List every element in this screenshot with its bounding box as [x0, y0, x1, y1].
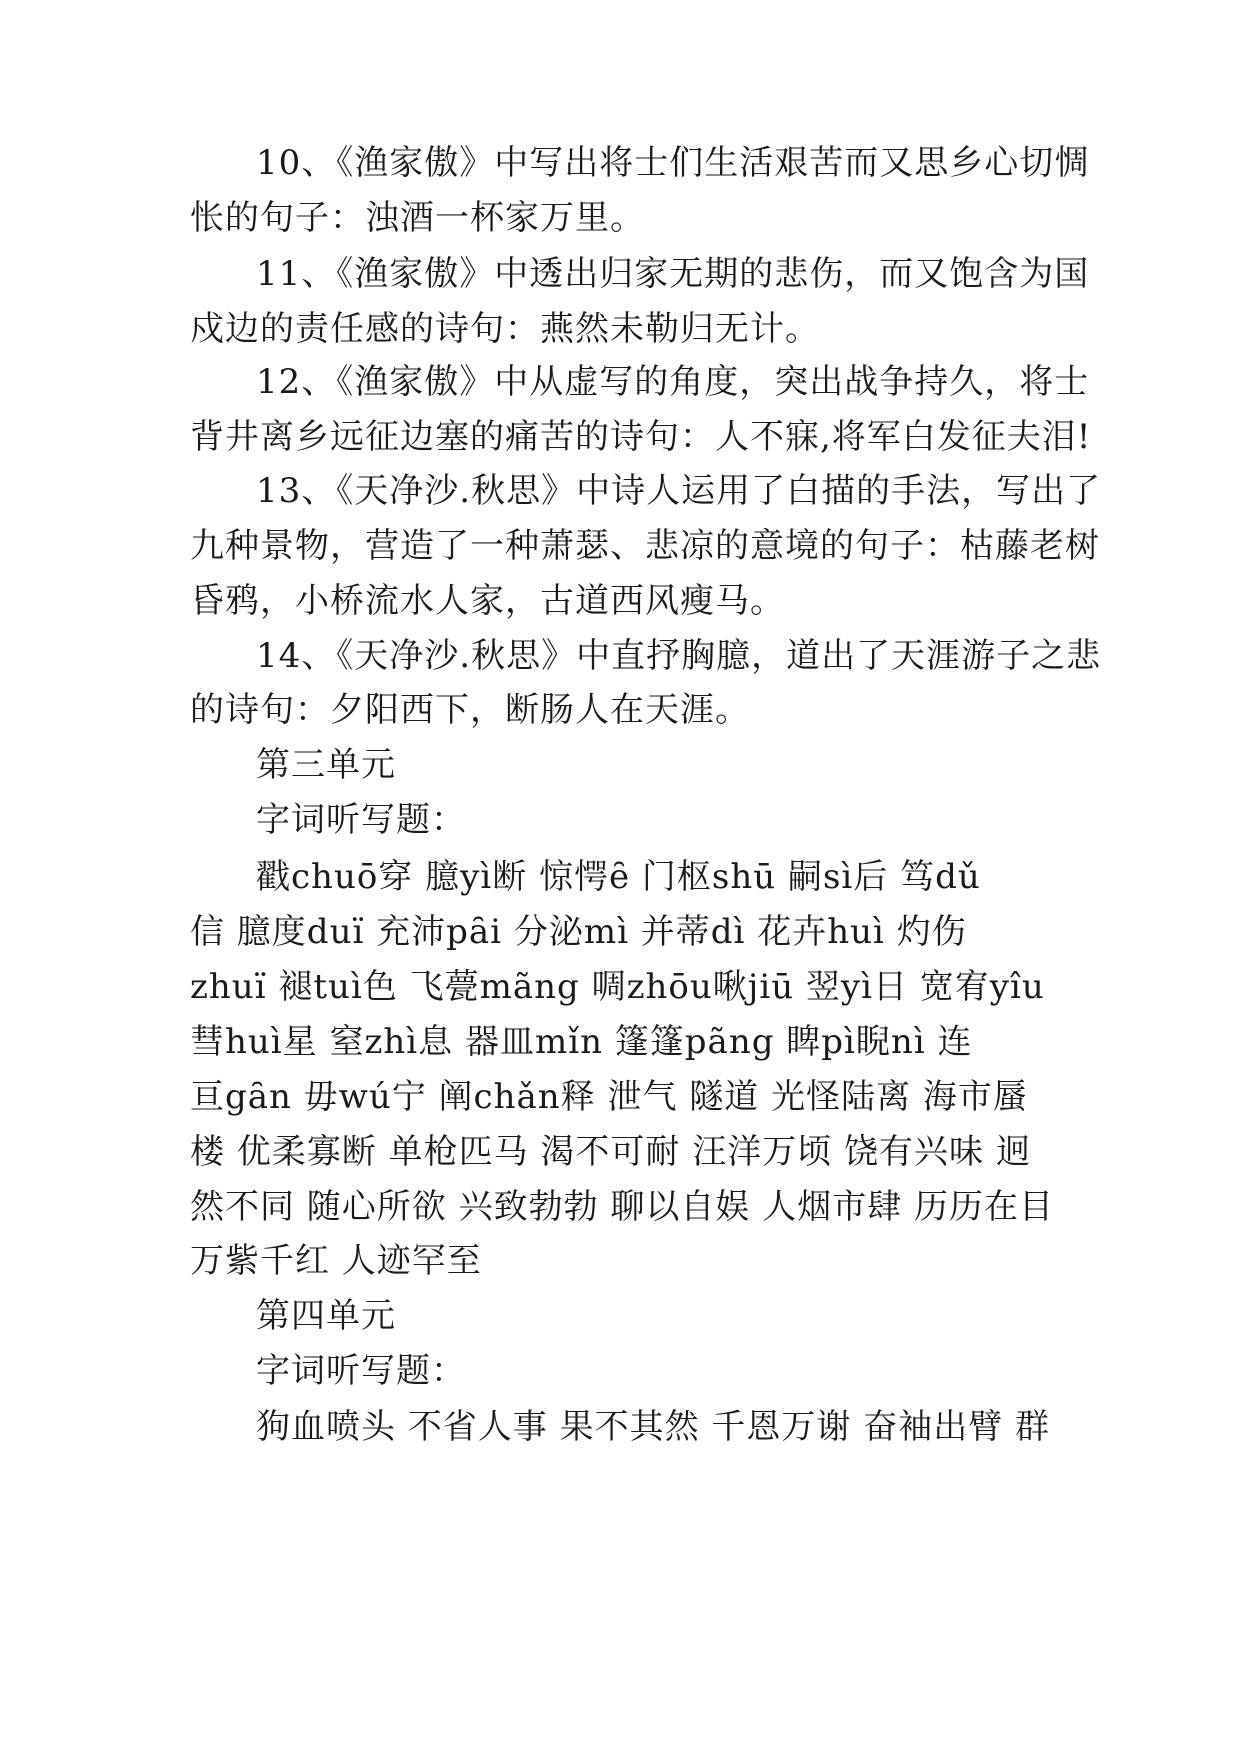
text-line: 狗血喷头 不省人事 果不其然 千恩万谢 奋袖出臂 群 [256, 1407, 1051, 1447]
text-line: 九种景物，营造了一种萧瑟、悲凉的意境的句子：枯藤老树 [190, 526, 1100, 566]
text-line: 12、《渔家傲》中从虚写的角度，突出战争持久，将士 [256, 362, 1090, 402]
section-subheading: 字词听写题： [256, 800, 466, 840]
section-subheading: 字词听写题： [256, 1351, 466, 1391]
text-line: 背井离乡远征边塞的痛苦的诗句：人不寐,将军白发征夫泪! [190, 417, 1092, 457]
text-line: 然不同 随心所欲 兴致勃勃 聊以自娱 人烟市肆 历历在目 [190, 1187, 1055, 1227]
text-line: 怅的句子：浊酒一杯家万里。 [190, 198, 645, 238]
text-line: 戍边的责任感的诗句：燕然未勒归无计。 [190, 309, 820, 349]
text-line: 彗huì星 窒zhì息 器皿mǐn 篷篷pãng 睥pì睨nì 连 [190, 1022, 973, 1062]
text-line: 13、《天净沙.秋思》中诗人运用了白描的手法，写出了 [256, 471, 1102, 511]
text-line: 戳chuō穿 臆yì断 惊愕ȇ 门枢shū 嗣sì后 笃dǔ [256, 857, 981, 897]
text-line: 11、《渔家傲》中透出归家无期的悲伤，而又饱含为国 [256, 254, 1090, 294]
text-line: 信 臆度duï 充沛pȃi 分泌mì 并蒂dì 花卉huì 灼伤 [190, 912, 967, 952]
text-line: 万紫千红 人迹罕至 [190, 1241, 482, 1281]
text-line: 10、《渔家傲》中写出将士们生活艰苦而又思乡心切惆 [256, 143, 1090, 183]
text-line: 昏鸦，小桥流水人家，古道西风瘦马。 [190, 581, 785, 621]
text-line: 14、《天净沙.秋思》中直抒胸臆，道出了天涯游子之悲 [256, 636, 1102, 676]
text-line: 亘gȃn 毋wú宁 阐chǎn释 泄气 隧道 光怪陆离 海市蜃 [190, 1077, 1028, 1117]
text-line: 的诗句：夕阳西下，断肠人在天涯。 [190, 690, 750, 730]
text-line: 楼 优柔寡断 单枪匹马 渴不可耐 汪洋万顷 饶有兴味 迥 [190, 1132, 1031, 1172]
section-heading: 第三单元 [256, 745, 396, 785]
section-heading: 第四单元 [256, 1296, 396, 1336]
text-line: zhuï 褪tuì色 飞甍mãng 啁zhōu啾jiū 翌yì日 宽宥yîu [190, 967, 1045, 1007]
